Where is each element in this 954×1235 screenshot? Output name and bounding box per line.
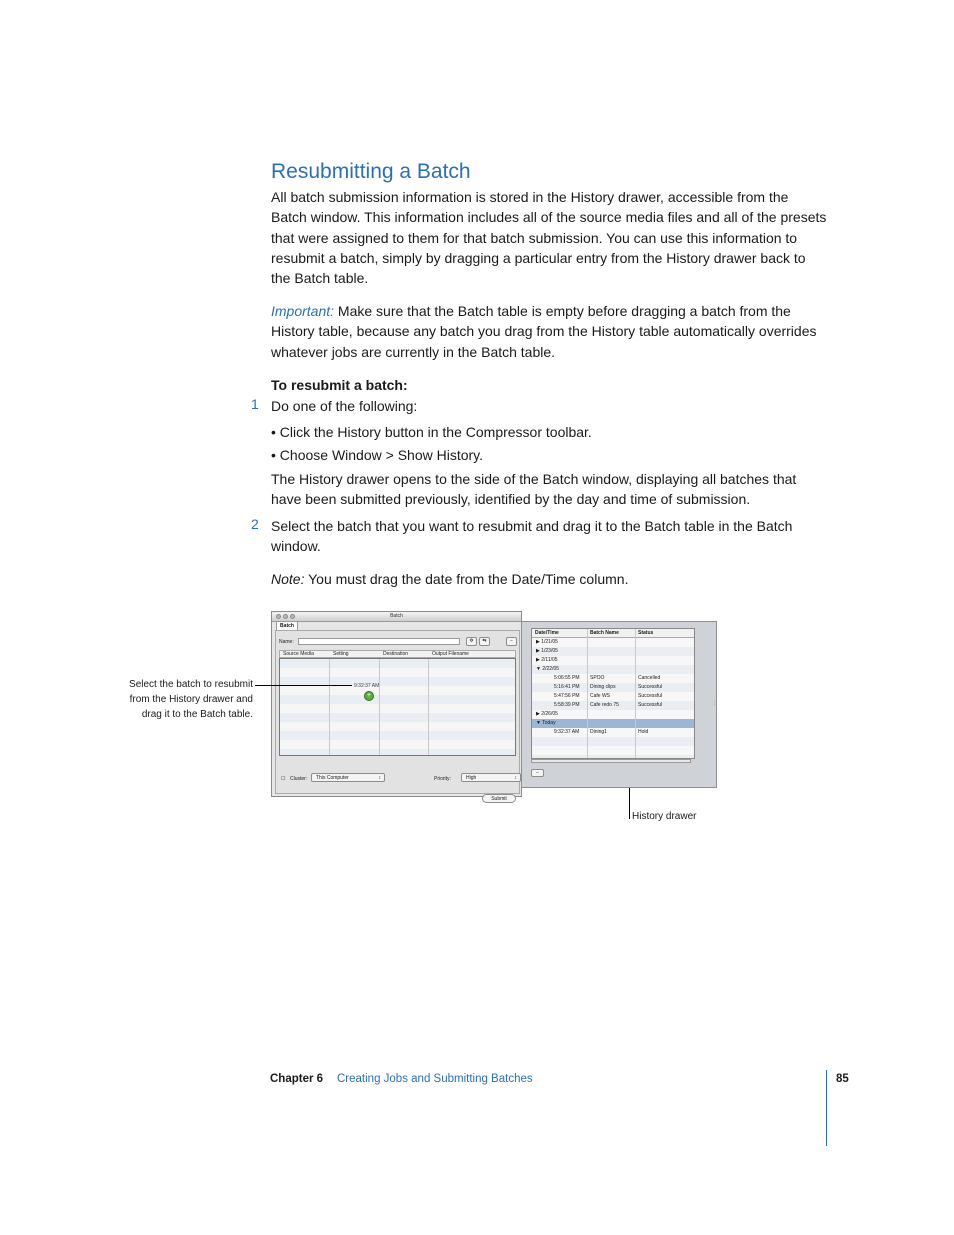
batch-name-field[interactable]: [298, 638, 460, 645]
history-cell-date: ▶ 2/26/05: [536, 711, 558, 717]
footer-chapter: Chapter 6: [270, 1073, 324, 1085]
history-table[interactable]: [531, 628, 695, 759]
column-header[interactable]: Destination: [383, 651, 409, 657]
drag-preview-text: 9:32:37 AM: [354, 683, 380, 689]
step-1-text: Do one of the following:: [271, 398, 418, 414]
history-cell-date: ▼ Today: [536, 720, 556, 726]
important-paragraph: [271, 301, 827, 362]
column-divider: [587, 629, 588, 758]
column-header[interactable]: Source Media: [283, 651, 314, 657]
column-divider: [635, 629, 636, 758]
cluster-select[interactable]: [311, 773, 385, 782]
history-cell-date: 5:58:39 PM: [554, 702, 580, 708]
column-divider: [329, 659, 330, 755]
bullet-item: • Click the History button in the Compressor toolbar.: [271, 424, 592, 440]
note-paragraph: [271, 569, 827, 589]
bullet-text: Choose Window > Show History.: [279, 447, 484, 463]
footer-divider: [826, 1070, 827, 1146]
history-row[interactable]: [532, 656, 694, 665]
footer-chapter-title: Creating Jobs and Submitting Batches: [337, 1073, 533, 1085]
priority-select[interactable]: [461, 773, 521, 782]
history-cell-status: Successful: [638, 684, 663, 690]
history-cell-status: Cancelled: [638, 675, 661, 681]
batch-table-header: [279, 650, 516, 658]
add-cursor-icon: +: [364, 691, 374, 701]
history-table-header: [532, 629, 694, 638]
history-cell-date: ▶ 1/23/05: [536, 648, 558, 654]
callout-line: [629, 788, 630, 819]
column-header[interactable]: Batch Name: [590, 630, 619, 636]
priority-label: Priority:: [434, 776, 451, 782]
chevron-updown-icon: ↕: [378, 775, 381, 781]
cluster-value: This Computer: [316, 775, 349, 781]
window-title: Batch: [390, 613, 403, 619]
column-header[interactable]: Setting: [333, 651, 349, 657]
bullet-item: • Choose Window > Show History.: [271, 447, 484, 463]
remove-history-button[interactable]: −: [531, 769, 544, 777]
settings-icon[interactable]: ✲: [466, 637, 477, 646]
history-cell-status: Successful: [638, 702, 663, 708]
history-row[interactable]: [532, 674, 694, 683]
history-cell-date: ▼ 2/22/05: [536, 666, 560, 672]
column-divider: [428, 659, 429, 755]
history-row[interactable]: [532, 683, 694, 692]
callout-select-batch: Select the batch to resubmit from the History drawer and drag it to the Batch table.: [129, 679, 253, 720]
step-1-number: 1: [251, 396, 259, 412]
horizontal-scrollbar[interactable]: [531, 759, 691, 763]
history-row[interactable]: [532, 665, 694, 674]
window-titlebar: [272, 612, 521, 622]
history-drawer: [521, 621, 717, 788]
history-cell-name: Dining1: [590, 729, 607, 735]
history-cell-date: 5:06:55 PM: [554, 675, 580, 681]
cluster-checkbox-icon[interactable]: ☐: [281, 776, 286, 782]
column-header[interactable]: Output Filename: [432, 651, 469, 657]
callout-line: [255, 685, 352, 686]
history-row[interactable]: [532, 728, 694, 737]
history-row[interactable]: [532, 647, 694, 656]
step-1-followup: The History drawer opens to the side of the Batch window, displaying all batches that have been submitted previously, identified by the day and time of submission.: [271, 471, 797, 508]
history-cell-name: Cafe WS: [590, 693, 611, 699]
important-text: Make sure that the Batch table is empty before dragging a batch from the History table, because any batch you drag from the History table automatically overrides whatever jobs are currently in the Batch table.: [271, 303, 817, 360]
open-icon[interactable]: ⇆: [479, 637, 490, 646]
history-row[interactable]: [532, 638, 694, 647]
batch-panel: [275, 630, 520, 802]
column-divider: [379, 659, 380, 755]
batch-window: [271, 611, 522, 802]
history-row[interactable]: [532, 701, 694, 710]
column-header[interactable]: Date/Time: [535, 630, 559, 636]
submit-button[interactable]: Submit: [482, 794, 516, 803]
chevron-updown-icon: ↕: [514, 775, 517, 781]
intro-paragraph: All batch submission information is stored in the History drawer, accessible from the Batch window. This information includes all of the source media files and all of the presets that were assigned to them for that batch submission. You can use this information to resubmit a batch, simply by dragging a particular entry from the History drawer back to the Batch table.: [271, 189, 827, 287]
note-text: You must drag the date from the Date/Time column.: [308, 571, 629, 587]
column-header[interactable]: Status: [638, 630, 654, 636]
important-label: Important:: [271, 303, 335, 319]
history-cell-status: Successful: [638, 693, 663, 699]
history-row[interactable]: [532, 692, 694, 701]
name-label: Name:: [279, 639, 294, 645]
section-heading: Resubmitting a Batch: [271, 160, 471, 183]
step-2-number: 2: [251, 516, 259, 532]
remove-icon[interactable]: −: [506, 637, 517, 646]
callout-history-drawer: History drawer: [632, 811, 697, 822]
resize-handle-icon[interactable]: ⋮: [712, 700, 717, 706]
cluster-label: Cluster:: [290, 776, 308, 782]
note-label: Note:: [271, 571, 305, 587]
batch-table[interactable]: [279, 658, 516, 756]
step-2-text: Select the batch that you want to resubmit and drag it to the Batch table in the Batch window.: [271, 518, 793, 555]
history-cell-date: 9:32:37 AM: [554, 729, 580, 735]
priority-value: High: [466, 775, 477, 781]
history-cell-date: 5:16:41 PM: [554, 684, 580, 690]
history-cell-name: Cafe redo 75: [590, 702, 619, 708]
tab-batch[interactable]: Batch: [276, 621, 298, 630]
history-cell-date: 5:47:56 PM: [554, 693, 580, 699]
history-cell-name: Dining clips: [590, 684, 616, 690]
history-row[interactable]: [532, 710, 694, 719]
history-cell-status: Hold: [638, 729, 649, 735]
history-row[interactable]: [532, 719, 694, 728]
history-cell-date: ▶ 2/11/05: [536, 657, 558, 663]
procedure-title: To resubmit a batch:: [271, 377, 408, 393]
history-cell-name: SPOO: [590, 675, 605, 681]
page-number: 85: [836, 1073, 849, 1085]
history-cell-date: ▶ 1/21/05: [536, 639, 558, 645]
bullet-text: Click the History button in the Compressor toolbar.: [279, 424, 592, 440]
